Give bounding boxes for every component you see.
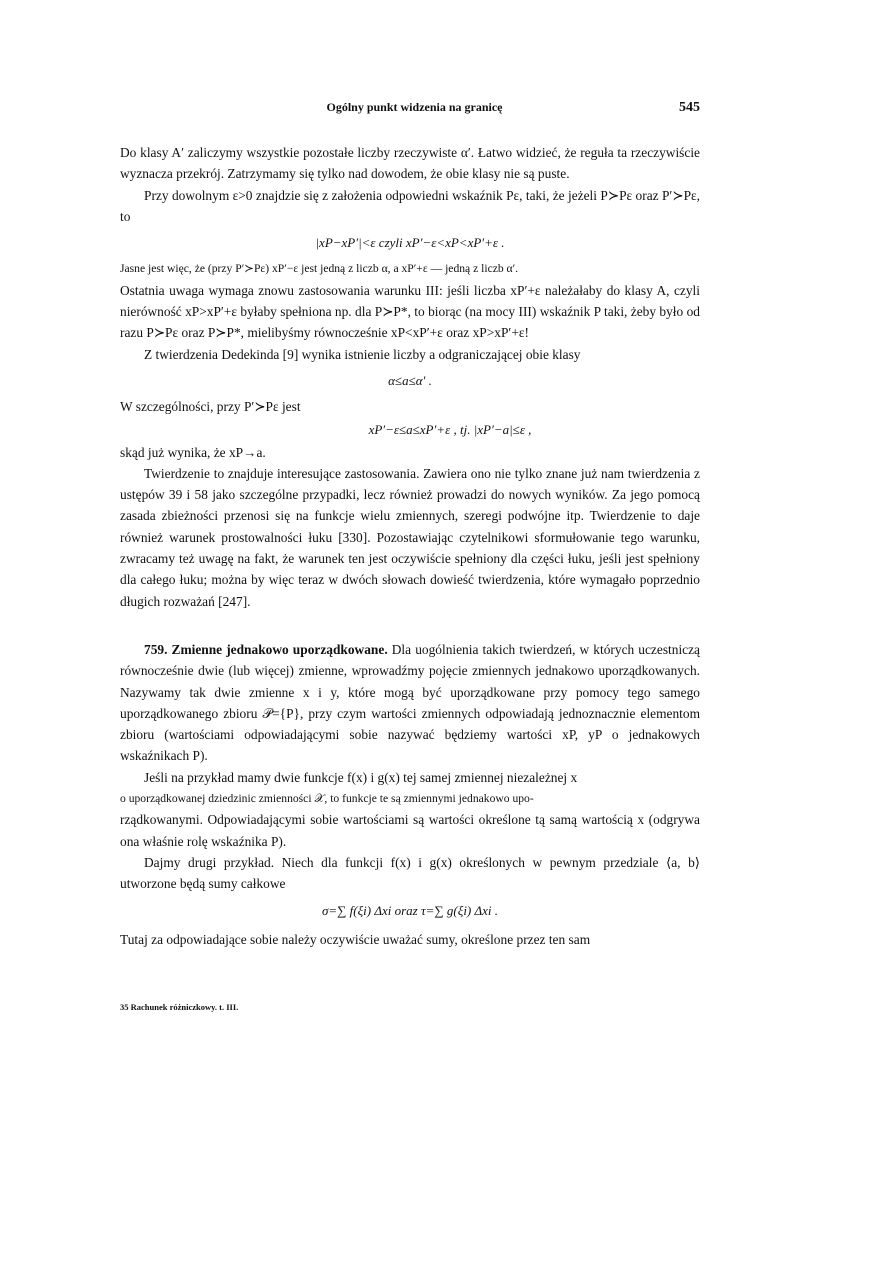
paragraph-9-small: o uporządkowanej dziedzinic zmienności 𝒳, to funkcje te są zmiennymi jednakowo upo- [120,792,534,806]
section-759 [120,639,700,767]
paragraph-7: Twierdzenie to znajduje interesujące zastosowania. Zawiera ono nie tylko znane już nam twierdzenia z ustępów 39 i 58 jako szczególne przypadki, lecz również prowadzi do nowych wyników. Za jego pomocą zasada zbieżności przenosi się na funkcje wielu zmiennych, szeregi podwójne itp. Twierdzenie to daje również warunek prostowalności łuku [330]. Pozostawiając czytelnikowi sformułowanie tego warunku, zwracamy też uwagę na fakt, że warunek ten jest oczywiście spełniony dla części łuku, jeśli jest spełniony dla całego łuku; można by więc teraz w dwóch słowach dowieść twierdzenia, które wymagało poprzednio długich rozważań [247]. [120,465,700,609]
paragraph-3: Ostatnia uwaga wymaga znowu zastosowania warunku III: jeśli liczba xP′+ε należałaby do klasy A, czyli nierówność xP>xP′+ε byłaby spełniona np. dla P≻P*, to biorąc (na mocy III) wskaźnik P taki, żeby było od razu P≻Pε oraz P≻P*, mielibyśmy równocześnie xP<xP′+ε oraz xP>xP′+ε! [120,282,700,341]
running-title: Ogólny punkt widzenia na granicę [326,100,503,114]
formula-4: σ=∑ f(ξi) Δxi oraz τ=∑ g(ξi) Δxi . [321,902,499,918]
paragraph-3-small: Jasne jest więc, że (przy P′≻Pε) xP′−ε jest jedną z liczb α, a xP′+ε — jedną z liczb α′. [120,262,519,276]
paragraph-9a: Jeśli na przykład mamy dwie funkcje f(x) i g(x) tej samej zmiennej niezależnej x [144,769,578,785]
paragraph-2: Przy dowolnym ε>0 znajdzie się z założenia odpowiedni wskaźnik Pε, taki, że jeżeli P≻Pε oraz P′≻Pε, to [120,187,700,224]
formula-2: α≤a≤α′ . [388,372,432,388]
paragraph-1: Do klasy A′ zaliczymy wszystkie pozostałe liczby rzeczywiste α′. Łatwo widzieć, że reguła ta rzeczywiście wyznacza przekrój. Zatrzymamy się tylko nad dowodem, że obie klasy nie są puste. [120,145,700,182]
formula-1: |xP−xP′|<ε czyli xP′−ε<xP<xP′+ε . [315,235,505,251]
paragraph-10: Dajmy drugi przykład. Niech dla funkcji f(x) i g(x) określonych w pewnym przedziale ⟨a, b⟩ utworzone będą sumy całkowe [120,854,700,892]
section-title: 759. Zmienne jednakowo uporządkowane. [144,641,388,657]
page [120,100,700,950]
formula-3: xP′−ε≤a≤xP′+ε , tj. |xP′−a|≤ε , [368,421,532,437]
paragraph-9b: rządkowanymi. Odpowiadającymi sobie wartościami są wartości określone tą samą wartością x (odgrywa ona właśnie rolę wskaźnika P). [120,812,700,849]
running-header [120,100,700,116]
footer-signature: 35 Rachunek różniczkowy. t. III. [120,1002,239,1012]
paragraph-6: skąd już wynika, że xP→a. [120,444,266,460]
paragraph-5: W szczególności, przy P′≻Pε jest [120,399,301,415]
page-number: 545 [679,100,700,115]
paragraph-11: Tutaj za odpowiadające sobie należy oczywiście uważać sumy, określone przez ten sam [120,931,591,947]
paragraph-4: Z twierdzenia Dedekinda [9] wynika istnienie liczby a odgraniczającej obie klasy [144,346,581,362]
paragraph-8: Dla uogólnienia takich twierdzeń, w których uczestniczą równocześnie dwie (lub więcej) zmienne, wprowadźmy pojęcie zmiennych jednakowo uporządkowanych. Nazywamy tak dwie zmienne x i y, które mogą być uporządkowane przy pomocy tego samego uporządkowanego zbioru 𝒫={P}, przy czym wartości zmiennych odpowiadają jednoznacznie elementom zbioru (wartościami odpowiadającymi sobie nazywać będziemy wartości xP, yP o jednakowych wskaźnikach P). [120,641,700,764]
